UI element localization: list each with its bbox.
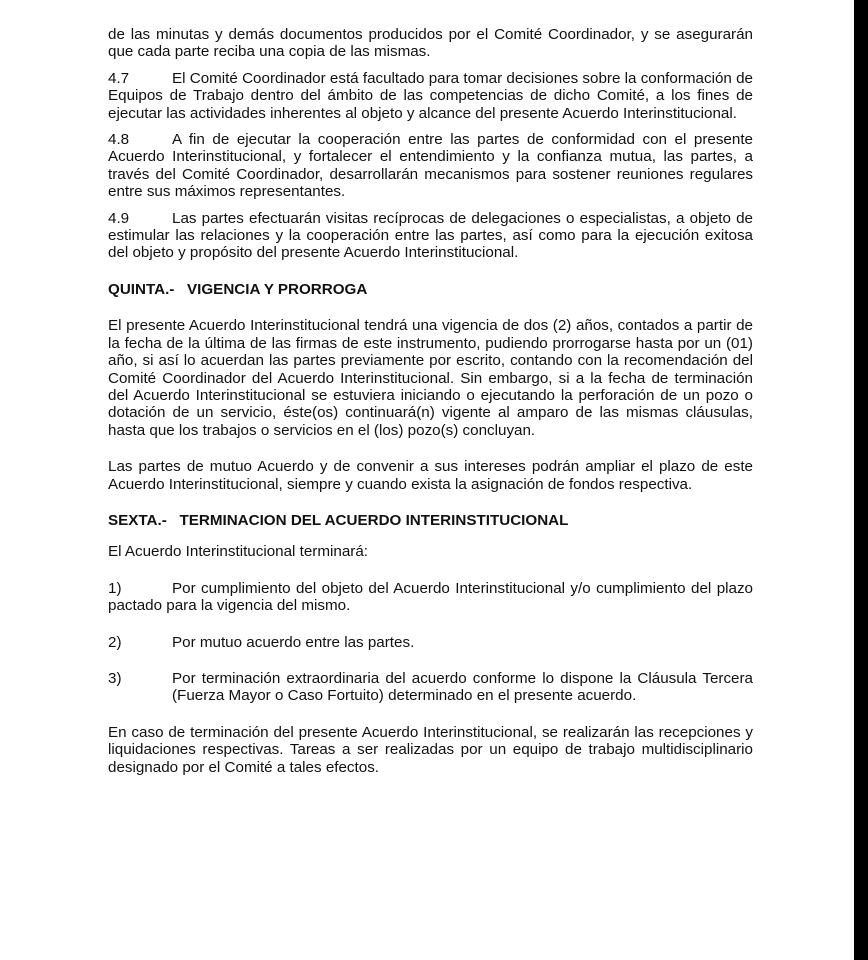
paragraph-vigencia: El presente Acuerdo Interinstitucional tendrá una vigencia de dos (2) años, contados a partir de la fecha de la última de las firmas de este instrumento, pudiendo prorrogarse hasta por un (01) año, si así lo acuerdan las partes previamente por escrito, contando con la recomendación del Comité Coordinador del Acuerdo Interinstitucional. Sin embargo, si a la fecha de terminación del Acuerdo Interinstitucional se estuviera iniciando o ejecutando la perforación de un pozo o dotación de un servicio, éste(os) continuará(n) vigente al amparo de las mismas cláusulas, hasta que los trabajos o servicios en el (los) pozo(s) concluyan. — [108, 317, 753, 439]
clause-text: Las partes efectuarán visitas recíprocas de delegaciones o especialistas, a objeto de estimular las relaciones y la cooperación entre las partes, así como para la ejecución exitosa del objeto y propósito del presente Acuerdo Interinstitucional. — [108, 209, 753, 262]
clause-number: 4.7 — [108, 69, 130, 87]
list-item-1 — [108, 580, 753, 615]
list-item-2 — [108, 634, 753, 651]
clause-text: A fin de ejecutar la cooperación entre las partes de conformidad con el presente Acuerdo Interinstitucional, y fortalecer el entendimiento y la confianza mutua, las partes, a través del Comité Coordinador, desarrollarán mecanismos para sostener reuniones regulares entre sus máximos representantes. — [108, 131, 753, 201]
list-item-text: Por cumplimiento del objeto del Acuerdo Interinstitucional y/o cumplimiento del plazo pactado para la vigencia del mismo. — [108, 579, 753, 615]
clause-4-9 — [108, 210, 753, 262]
clause-text: El Comité Coordinador está facultado para tomar decisiones sobre la conformación de Equipos de Trabajo dentro del ámbito de las competencias de dicho Comité, a los fines de ejecutar las actividades inherentes al objeto y alcance del presente Acuerdo Interinstitucional. — [108, 69, 753, 122]
paragraph-terminacion-intro: El Acuerdo Interinstitucional terminará: — [108, 543, 369, 561]
section-heading-quinta: QUINTA.- VIGENCIA Y PRORROGA — [108, 280, 368, 298]
list-item-number: 2) — [108, 633, 122, 651]
clause-number: 4.9 — [108, 209, 130, 227]
paragraph-ampliacion: Las partes de mutuo Acuerdo y de convenir a sus intereses podrán ampliar el plazo de este Acuerdo Interinstitucional, siempre y cuando exista la asignación de fondos respectiva. — [108, 458, 753, 493]
list-item-number: 3) — [108, 669, 122, 687]
list-item-number: 1) — [108, 579, 122, 597]
clause-4-8 — [108, 131, 753, 201]
clause-4-7 — [108, 70, 753, 122]
paragraph-final: En caso de terminación del presente Acuerdo Interinstitucional, se realizarán las recepciones y liquidaciones respectivas. Tareas a ser realizadas por un equipo de trabajo multidisciplinario designado por el Comité a tales efectos. — [108, 723, 753, 776]
clause-number: 4.8 — [108, 131, 130, 149]
list-item-text: Por mutuo acuerdo entre las partes. — [172, 633, 415, 651]
paragraph-intro: de las minutas y demás documentos producidos por el Comité Coordinador, y se asegurarán que cada parte reciba una copia de las mismas. — [108, 26, 753, 61]
viewer-edge — [854, 0, 868, 960]
section-heading-sexta: SEXTA.- TERMINACION DEL ACUERDO INTERINSTITUCIONAL — [108, 511, 569, 529]
list-item-3 — [108, 670, 753, 705]
document-body — [108, 26, 753, 776]
list-item-text: Por terminación extraordinaria del acuerdo conforme lo dispone la Cláusula Tercera (Fuerza Mayor o Caso Fortuito) determinado en el presente acuerdo. — [172, 669, 753, 705]
